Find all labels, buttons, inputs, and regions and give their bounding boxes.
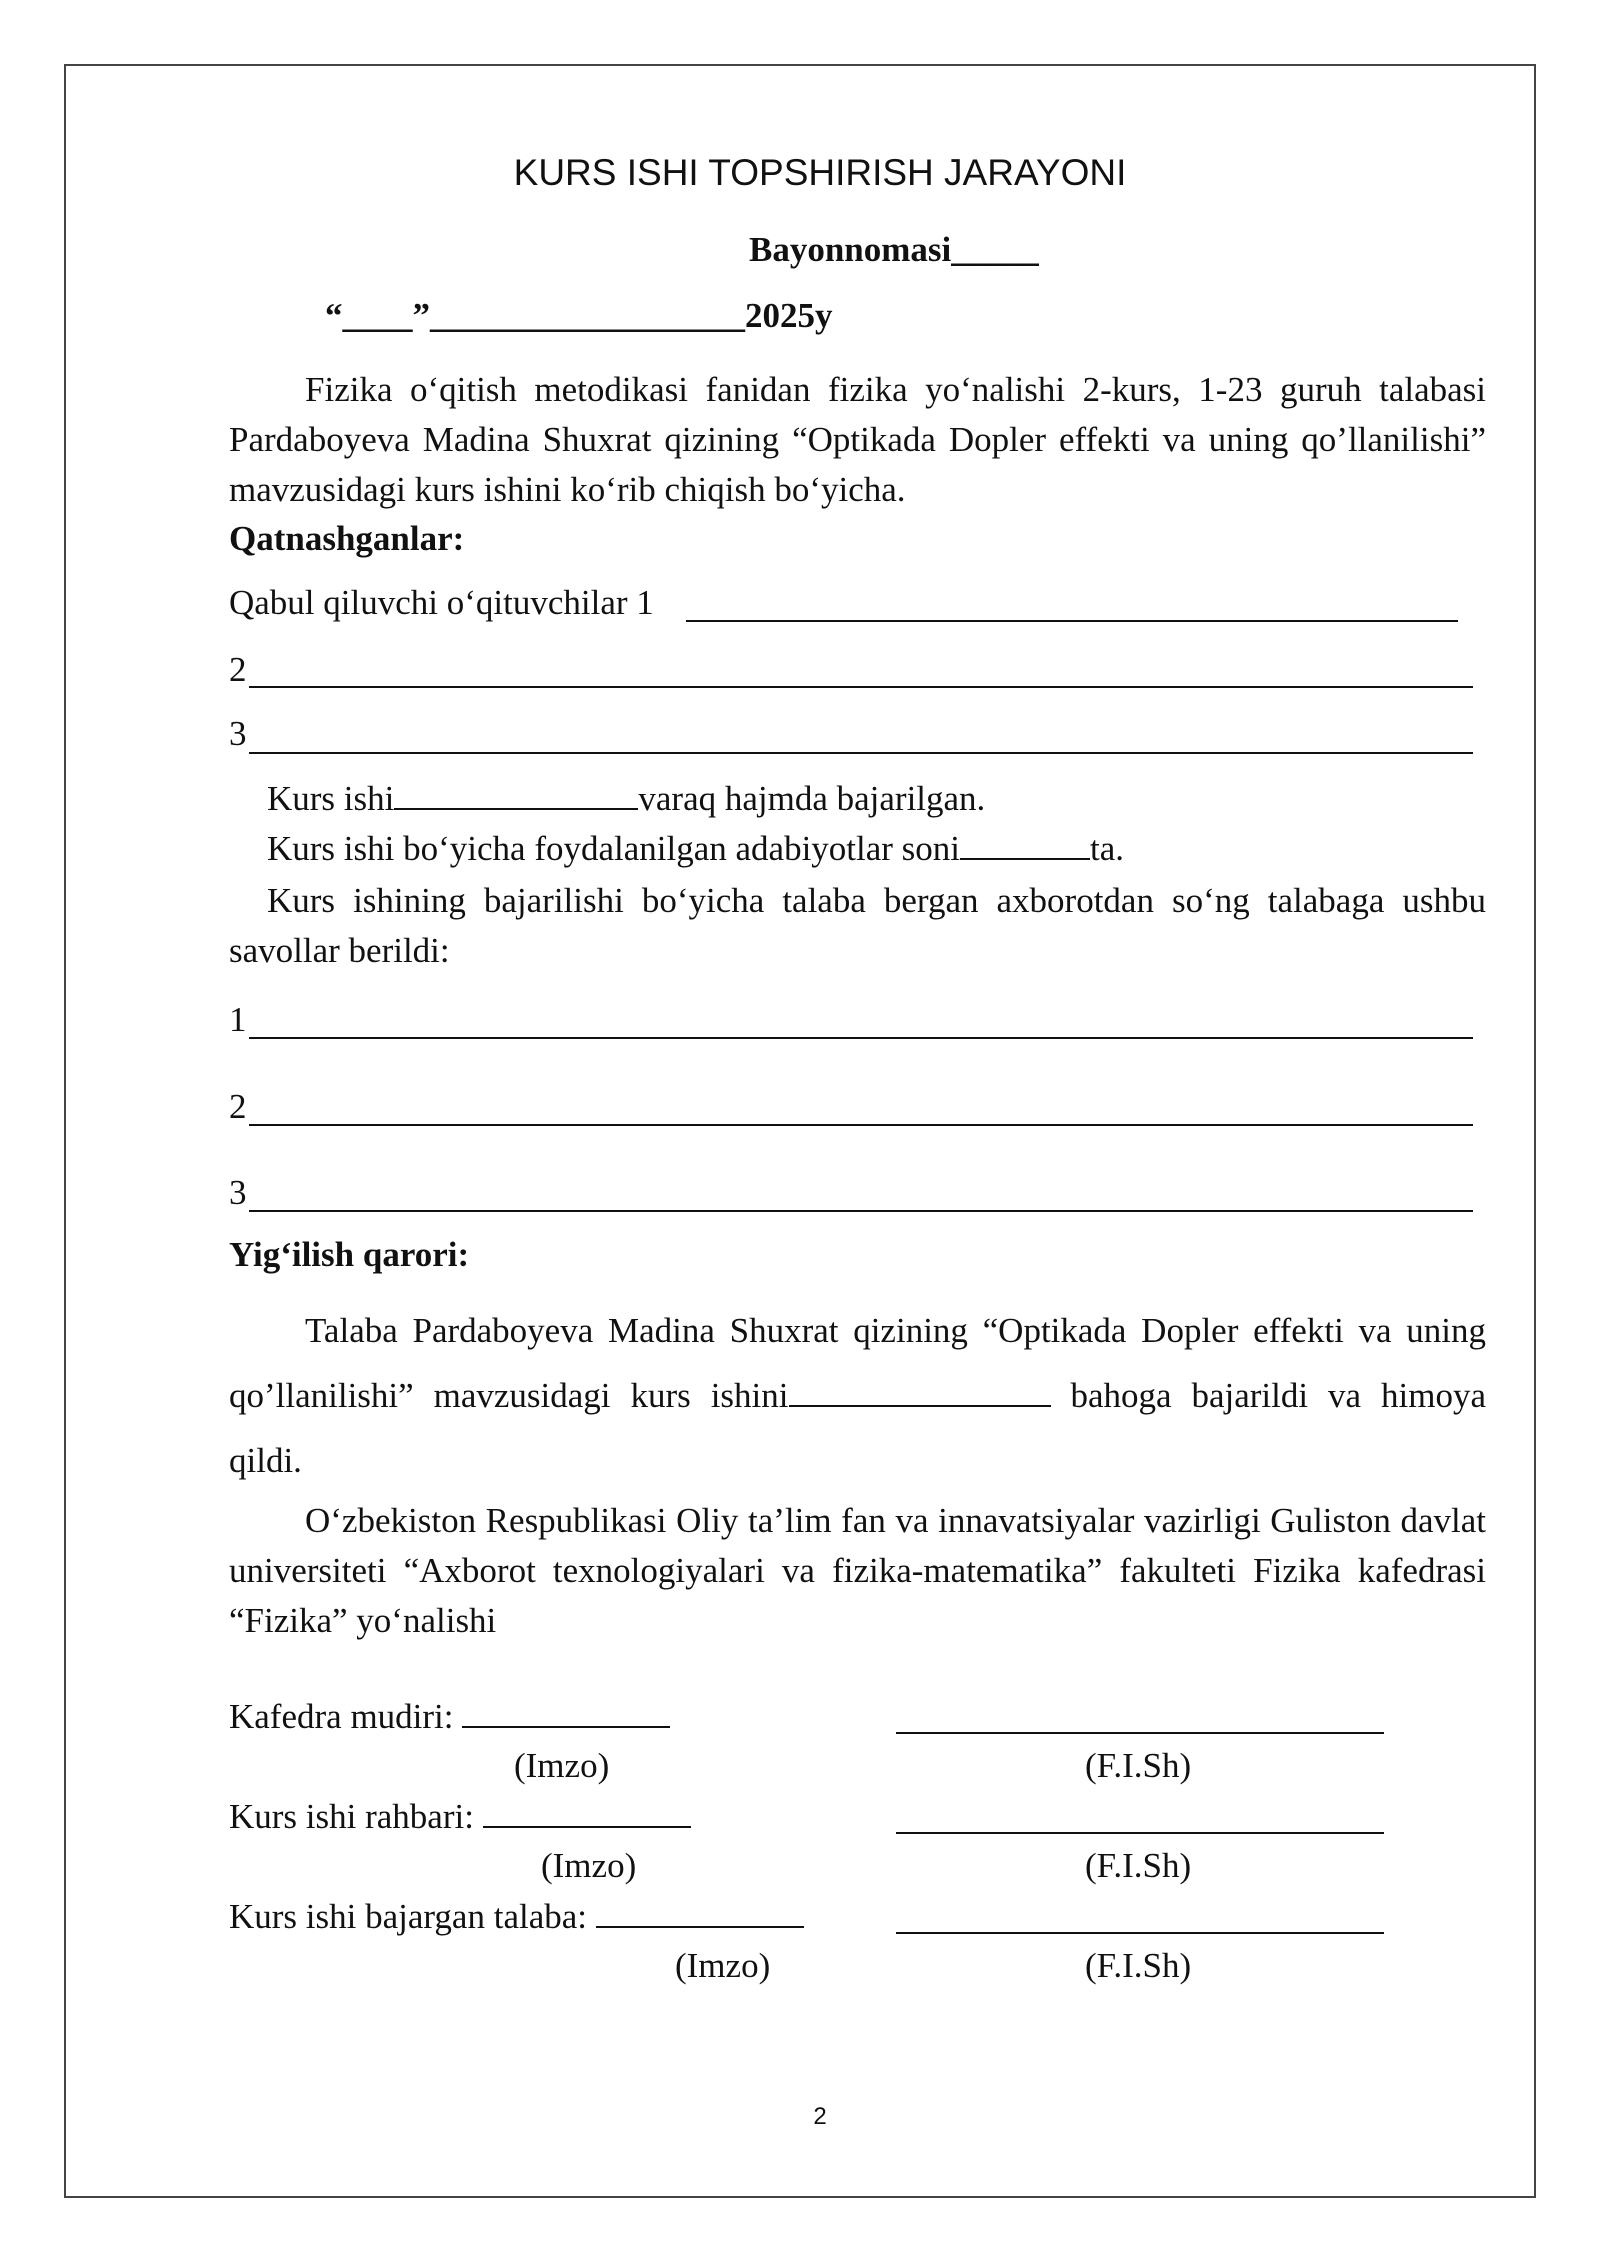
pages-prefix: Kurs ishi: [267, 779, 395, 818]
intro-text: Fizika o‘qitish metodikasi fanidan fizika yo‘nalishi 2-kurs, 1-23 guruh talabasi Pardaboyeva Madina Shuxrat qizining “Optikada Dopler effekti va uning qo’llanilishi” mavzusidagi kurs ishini ko‘rib chiqish bo‘yicha.: [229, 370, 1486, 509]
institution-text: O‘zbekiston Respublikasi Oliy ta’lim fan va innavatsiyalar vazirligi Guliston davlat universiteti “Axborot texnologiyalari va fizika-matematika” fakulteti Fizika kafedrasi “Fizika” yo‘nalishi: [229, 1501, 1486, 1640]
student-row: [229, 1896, 804, 1937]
references-prefix: Kurs ishi bo‘yicha foydalanilgan adabiyotlar soni: [267, 829, 961, 868]
supervisor-signature-caption: (Imzo): [541, 1846, 637, 1885]
teacher-3-line[interactable]: [249, 752, 1473, 754]
supervisor-row: [229, 1796, 691, 1837]
question-1-number: 1: [229, 1000, 247, 1039]
references-suffix: ta.: [1090, 829, 1125, 868]
student-signature-caption: (Imzo): [675, 1946, 771, 1985]
question-1-line[interactable]: [249, 1037, 1473, 1039]
teacher-2-line[interactable]: [249, 686, 1473, 688]
teachers-label: Qabul qiluvchi o‘qituvchilar 1: [229, 583, 654, 622]
decision-heading: Yig‘ilish qarori:: [229, 1235, 470, 1274]
head-signature-caption: (Imzo): [514, 1746, 610, 1785]
student-signature-blank[interactable]: [596, 1896, 804, 1928]
date-year: 2025y: [745, 296, 833, 335]
supervisor-name-line[interactable]: [896, 1832, 1384, 1834]
pages-count-blank[interactable]: [394, 778, 638, 810]
question-2-number: 2: [229, 1087, 247, 1126]
supervisor-label: Kurs ishi rahbari:: [229, 1797, 474, 1836]
page-number: 2: [813, 2103, 827, 2130]
teacher-3-number: 3: [229, 714, 247, 753]
question-3-number: 3: [229, 1173, 247, 1212]
document-subtitle: Bayonnomasi_____: [749, 230, 1039, 269]
participants-heading: Qatnashganlar:: [229, 519, 465, 558]
decision-paragraph: [229, 1298, 1486, 1493]
pages-suffix: varaq hajmda bajarilgan.: [638, 779, 986, 818]
head-of-department-label: Kafedra mudiri:: [229, 1697, 454, 1736]
supervisor-signature-blank[interactable]: [483, 1796, 691, 1828]
decision-text-after: bahoga bajarildi va himoya qildi.: [229, 1376, 1487, 1480]
institution-paragraph: [229, 1496, 1486, 1646]
references-line: [267, 828, 1124, 869]
grade-blank[interactable]: [789, 1375, 1051, 1407]
date-day-blank: “____”: [325, 296, 430, 335]
question-2-line[interactable]: [249, 1124, 1473, 1126]
head-of-department-row: [229, 1696, 670, 1737]
date-month-blank: __________________: [430, 296, 745, 335]
teacher-1-line[interactable]: [686, 620, 1458, 622]
date-line: [325, 296, 833, 336]
teacher-2-number: 2: [229, 650, 247, 689]
head-name-caption: (F.I.Sh): [1085, 1746, 1192, 1785]
student-label: Kurs ishi bajargan talaba:: [229, 1897, 587, 1936]
head-name-line[interactable]: [896, 1732, 1384, 1734]
references-count-blank[interactable]: [960, 828, 1090, 860]
supervisor-name-caption: (F.I.Sh): [1085, 1846, 1192, 1885]
student-name-line[interactable]: [896, 1932, 1384, 1934]
decision-text-before: Talaba Pardaboyeva Madina Shuxrat qizining “Optikada Dopler effekti va uning qo’llanilishi” mavzusidagi kurs ishini: [229, 1311, 1486, 1415]
head-signature-blank[interactable]: [462, 1696, 670, 1728]
document-title: KURS ISHI TOPSHIRISH JARAYONI: [513, 152, 1127, 193]
question-3-line[interactable]: [249, 1210, 1473, 1212]
questions-intro-paragraph: [229, 876, 1486, 976]
questions-intro-text: Kurs ishining bajarilishi bo‘yicha talaba bergan axborotdan so‘ng talabaga ushbu savollar berildi:: [229, 881, 1486, 970]
student-name-caption: (F.I.Sh): [1085, 1946, 1192, 1985]
pages-line: [267, 778, 985, 819]
intro-paragraph: [229, 365, 1486, 515]
